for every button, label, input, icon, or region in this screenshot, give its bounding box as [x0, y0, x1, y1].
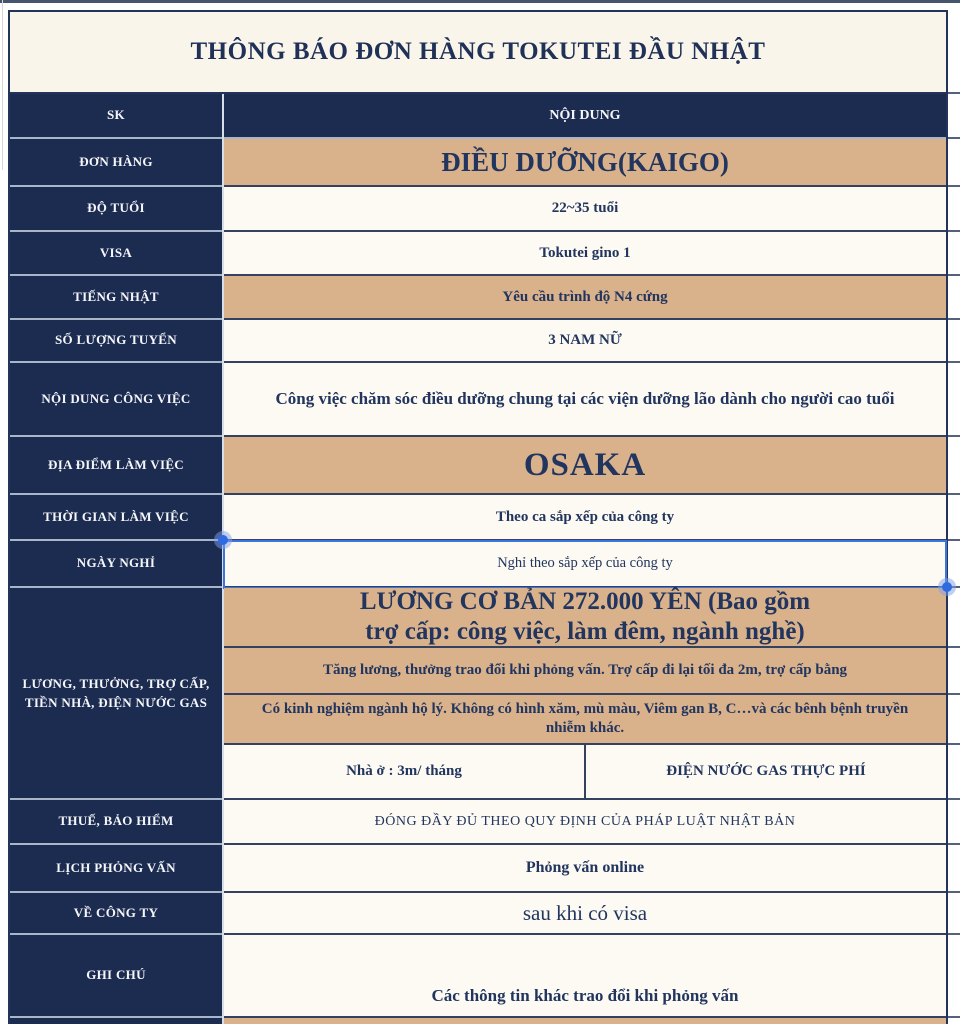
row-tieng-nhat — [10, 276, 946, 320]
row-do-tuoi — [10, 187, 946, 232]
visa-label-cell[interactable] — [10, 232, 222, 276]
row-ve-cong-ty — [10, 893, 946, 935]
thue-value: ĐÓNG ĐẦY ĐỦ THEO QUY ĐỊNH CỦA PHÁP LUẬT NHẬT BẢN — [374, 813, 796, 829]
top-gridline — [0, 0, 960, 3]
ghi-chu-label: GHI CHÚ — [86, 967, 146, 983]
ve-cty-value: sau khi có visa — [522, 900, 648, 925]
row-don-hang — [10, 139, 946, 187]
visa-value-cell[interactable] — [224, 232, 946, 276]
dia-diem-label-cell[interactable] — [10, 437, 222, 495]
ve-cty-value-cell[interactable] — [224, 893, 946, 935]
next-row-partial — [10, 1018, 946, 1024]
lich-pv-label: LỊCH PHỎNG VẤN — [56, 859, 176, 875]
tieng-nhat-label: TIẾNG NHẬT — [73, 288, 159, 304]
luong-label: LƯƠNG, THƯỞNG, TRỢ CẤP, TIỀN NHÀ, ĐIỆN NƯỚC GAS — [22, 675, 210, 710]
tieng-nhat-value-cell[interactable] — [224, 276, 946, 320]
visa-label: VISA — [99, 244, 133, 260]
row-visa — [10, 232, 946, 276]
utilities-text: ĐIỆN NƯỚC GAS THỰC PHÍ — [666, 763, 866, 779]
row-ghi-chu — [10, 935, 946, 1018]
housing-text: Nhà ở : 3m/ tháng — [346, 763, 462, 779]
row-lich-phong-van — [10, 845, 946, 893]
don-hang-label-cell[interactable] — [10, 139, 222, 187]
base-salary-line1: LƯƠNG CƠ BẢN 272.000 YÊN (Bao gồm — [359, 587, 811, 615]
tieng-nhat-value: Yêu cầu trình độ N4 cứng — [502, 288, 668, 305]
row-thoi-gian — [10, 495, 946, 541]
next-row-label-strip — [10, 1018, 222, 1024]
housing-cell[interactable] — [224, 745, 584, 798]
thoi-gian-label: THỜI GIAN LÀM VIỆC — [43, 508, 189, 524]
row-ngay-nghi — [10, 541, 946, 588]
dia-diem-value-cell[interactable] — [224, 437, 946, 495]
so-luong-value: 3 NAM NỮ — [548, 332, 622, 348]
luong-allowance-cell[interactable] — [224, 648, 946, 695]
header-sk-label: SK — [107, 107, 125, 123]
row-luong-group — [10, 588, 946, 800]
lich-pv-label-cell[interactable] — [10, 845, 222, 893]
ndcv-value: Công việc chăm sóc điều dưỡng chung tại các viện dưỡng lão dành cho người cao tuổi — [275, 388, 895, 408]
do-tuoi-value-cell[interactable] — [224, 187, 946, 232]
dia-diem-label: ĐỊA ĐIỂM LÀM VIỆC — [48, 456, 184, 472]
don-hang-value-cell[interactable] — [224, 139, 946, 187]
left-gridline — [2, 0, 3, 170]
ghi-chu-value-cell[interactable] — [224, 935, 946, 1018]
header-row — [10, 94, 946, 139]
lich-pv-value: Phỏng vấn online — [525, 859, 645, 876]
luong-label-cell[interactable] — [10, 588, 222, 800]
utilities-cell[interactable] — [586, 745, 946, 798]
table-title-cell[interactable] — [10, 10, 946, 94]
ngay-nghi-value: Nghỉ theo sắp xếp của công ty — [497, 555, 673, 571]
base-salary-line2: trợ cấp: công việc, làm đêm, ngành nghề) — [365, 618, 805, 645]
visa-value: Tokutei gino 1 — [539, 244, 631, 261]
ve-cty-label: VỀ CÔNG TY — [73, 904, 159, 920]
do-tuoi-label: ĐỘ TUỔI — [87, 200, 145, 216]
thue-label: THUẾ, BẢO HIỂM — [58, 813, 174, 829]
header-noidung-label: NỘI DUNG — [549, 107, 621, 123]
so-luong-label: SỐ LƯỢNG TUYỂN — [55, 332, 177, 348]
header-noidung-cell[interactable] — [224, 94, 946, 139]
tieng-nhat-label-cell[interactable] — [10, 276, 222, 320]
lich-pv-value-cell[interactable] — [224, 845, 946, 893]
thoi-gian-value-cell[interactable] — [224, 495, 946, 541]
row-noi-dung-cong-viec — [10, 363, 946, 437]
thoi-gian-label-cell[interactable] — [10, 495, 222, 541]
do-tuoi-label-cell[interactable] — [10, 187, 222, 232]
selection-handle-bottom-right[interactable] — [942, 582, 952, 592]
ve-cty-label-cell[interactable] — [10, 893, 222, 935]
luong-requirement-cell[interactable] — [224, 695, 946, 745]
row-thue — [10, 800, 946, 845]
ndcv-label-cell[interactable] — [10, 363, 222, 437]
luong-base-salary-cell[interactable] — [224, 588, 946, 648]
header-sk-cell[interactable] — [10, 94, 222, 139]
ghi-chu-value: Các thông tin khác trao đổi khi phỏng vấn — [431, 986, 739, 1005]
do-tuoi-value: 22~35 tuổi — [551, 200, 619, 216]
ndcv-label: NỘI DUNG CÔNG VIỆC — [41, 390, 191, 406]
row-so-luong — [10, 320, 946, 363]
ngay-nghi-label: NGÀY NGHỈ — [76, 555, 156, 571]
selection-handle-top-left[interactable] — [218, 535, 228, 545]
allowance-text: Tăng lương, thưởng trao đổi khi phỏng vấn. Trợ cấp đi lại tối đa 2m, trợ cấp bằng — [322, 662, 848, 678]
luong-subrows — [224, 588, 946, 800]
ghi-chu-label-cell[interactable] — [10, 935, 222, 1018]
ndcv-value-cell[interactable] — [224, 363, 946, 437]
so-luong-label-cell[interactable] — [10, 320, 222, 363]
job-order-table — [8, 10, 948, 1024]
page-title: THÔNG BÁO ĐƠN HÀNG TOKUTEI ĐẦU NHẬT — [190, 38, 766, 65]
dia-diem-value: OSAKA — [523, 446, 647, 483]
row-dia-diem — [10, 437, 946, 495]
thoi-gian-value: Theo ca sắp xếp của công ty — [495, 508, 675, 525]
ngay-nghi-value-cell[interactable] — [224, 541, 946, 588]
luong-housing-row — [224, 745, 946, 800]
so-luong-value-cell[interactable] — [224, 320, 946, 363]
don-hang-value: ĐIỀU DƯỠNG(KAIGO) — [441, 146, 729, 177]
don-hang-label: ĐƠN HÀNG — [79, 153, 153, 169]
thue-value-cell[interactable] — [224, 800, 946, 845]
next-row-value-strip — [224, 1018, 946, 1024]
thue-label-cell[interactable] — [10, 800, 222, 845]
requirement-text: Có kinh nghiệm ngành hộ lý. Không có hình xăm, mù màu, Viêm gan B, C…và các bênh bệnh truyền nhiễm khác. — [261, 700, 909, 736]
ngay-nghi-label-cell[interactable] — [10, 541, 222, 588]
